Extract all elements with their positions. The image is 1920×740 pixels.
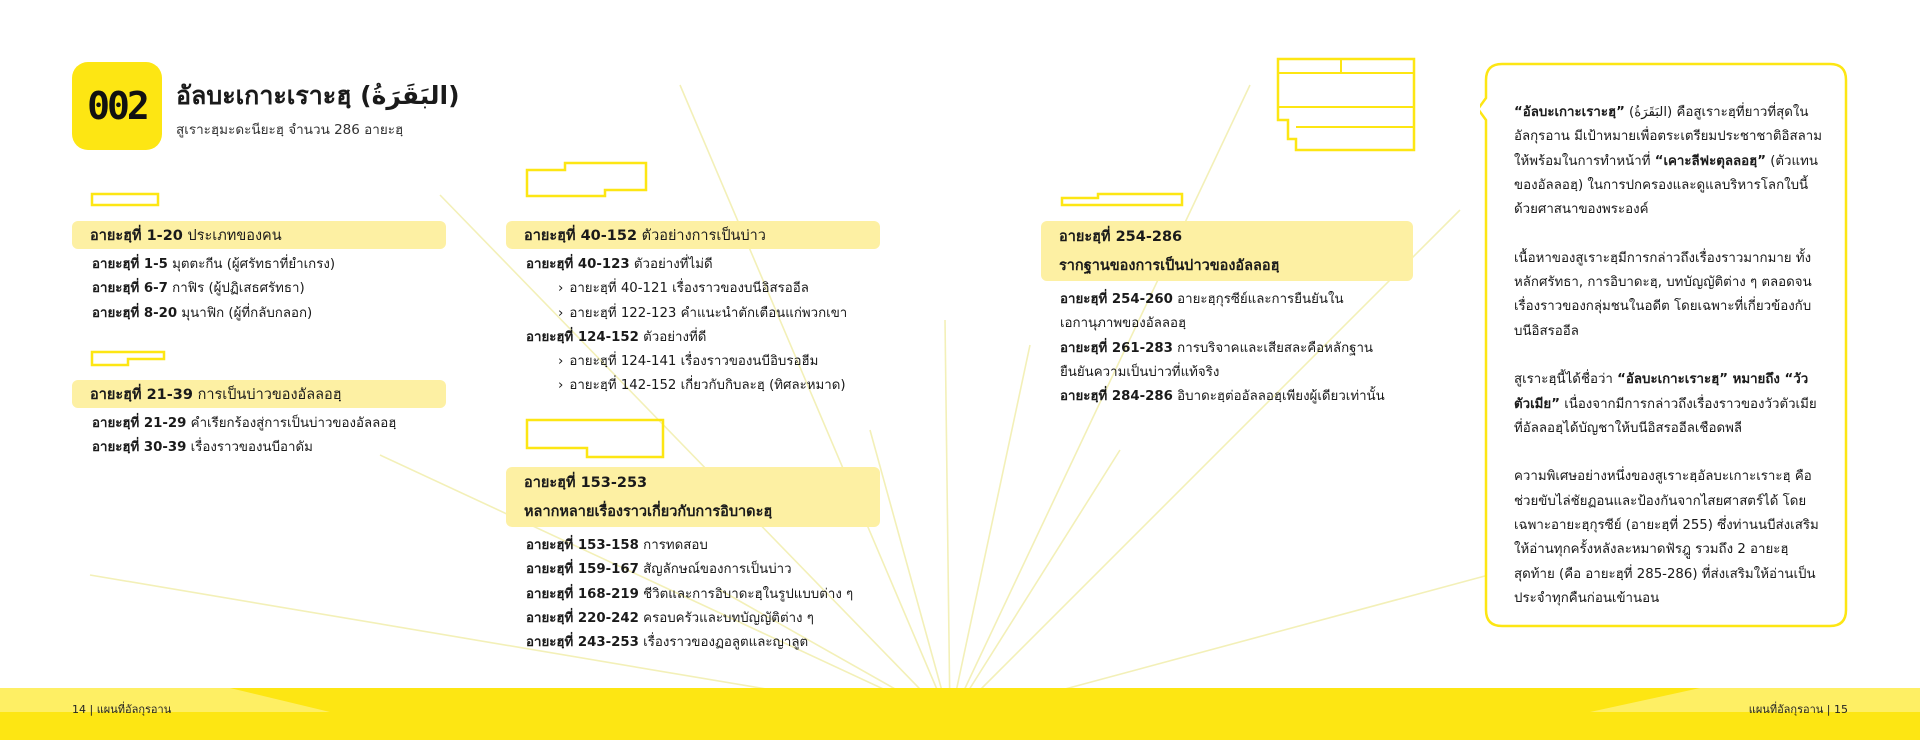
callout-paragraph-4: ความพิเศษอย่างหนึ่งของสูเราะฮฺอัลบะเกาะเราะฮฺ คือ ช่วยขับไล่ชัยฏอนและป้องกันจากไสยศาสตร์ได้ โดยเฉพาะอายะฮฺกุรซีย์ (อายะฮฺที่ 255) ซึ่งท่านนบีส่งเสริมให้อ่านทุกครั้งหลังละหมาดฟัรฎู รวมถึง 2 อายะฮฺสุดท้าย (คือ อายะฮฺที่ 285-286) ที่ส่งเสริมให้อ่านเป็นประจำทุกคืนก่อนเข้านอน <box>1514 469 1819 606</box>
list-item: อายะฮฺที่ 21-29 คำเรียกร้องสู่การเป็นบ่าวของอัลลอฮฺ <box>92 416 397 431</box>
section-heading-153-253: อายะฮฺที่ 153-253 หลากหลายเรื่องราวเกี่ยวกับการอิบาดะฮฺ <box>506 467 880 527</box>
footer-page-right: แผนที่อัลกุรอาน | 15 <box>1748 703 1848 716</box>
surah-number-badge: 002 <box>72 62 162 150</box>
list-item: เอกานุภาพของอัลลอฮฺ <box>1060 316 1187 332</box>
deco-outline-3 <box>525 160 649 210</box>
callout-paragraph-2: เนื้อหาของสูเราะฮฺมีการกล่าวถึงเรื่องราวมากมาย ทั้งหลักศรัทธา, การอิบาดะฮฺ, บทบัญญัติต่าง ๆ ตลอดจนเรื่องราวของกลุ่มชนในอดีต โดยเฉพาะที่เกี่ยวข้องกับบนีอิสรออีล <box>1514 250 1812 339</box>
list-item: อายะฮฺที่ 168-219 ชีวิตและการอิบาดะฮฺในรูปแบบต่าง ๆ <box>526 586 854 602</box>
section-heading-254-286: อายะฮฺที่ 254-286 รากฐานของการเป็นบ่าวของอัลลอฮฺ <box>1041 221 1413 281</box>
list-item: อายะฮฺที่ 254-260 อายะฮฺกุรซีย์และการยืนยันใน <box>1060 292 1344 307</box>
list-item: อายะฮฺที่ 6-7 กาฟิร (ผู้ปฏิเสธศรัทธา) <box>92 281 305 297</box>
list-item: ยืนยันความเป็นบ่าวที่แท้จริง <box>1060 364 1220 380</box>
list-item: อายะฮฺที่ 124-152 ตัวอย่างที่ดี <box>526 329 707 345</box>
list-153-253 <box>526 534 853 655</box>
section-heading-21-39: อายะฮฺที่ 21-39 การเป็นบ่าวของอัลลอฮฺ <box>72 380 446 408</box>
callout-paragraph-3: สูเราะฮฺนี้ได้ชื่อว่า “อัลบะเกาะเราะฮฺ” หมายถึง “วัวตัวเมีย” เนื่องจากมีการกล่าวถึงเรื่องราวของวัวตัวเมียที่อัลลอฮฺได้บัญชาให้บนีอิสรออีลเชือดพลี <box>1514 372 1817 436</box>
list-item: อายะฮฺที่ 1-5 มุตตะกีน (ผู้ศรัทธาที่ยำเกรง) <box>92 257 336 272</box>
chevron-right-icon: › <box>558 354 564 370</box>
list-item: อายะฮฺที่ 8-20 มุนาฟิก (ผู้ที่กลับกลอก) <box>92 305 313 321</box>
page-subtitle: สูเราะฮฺมะดะนียะฮฺ จำนวน 286 อายะฮฺ <box>176 122 404 138</box>
callout-text <box>1514 101 1824 636</box>
chevron-right-icon: › <box>558 378 564 394</box>
page-title: อัลบะเกาะเราะฮฺ (البَقَرَةُ) <box>176 81 460 110</box>
list-item: อายะฮฺที่ 243-253 เรื่องราวของฏอลูตและญาลูต <box>526 635 809 651</box>
list-item: อายะฮฺที่ 220-242 ครอบครัวและบทบัญญัติต่าง ๆ <box>526 610 814 626</box>
list-item: อายะฮฺที่ 153-158 การทดสอบ <box>526 538 708 553</box>
deco-outline-4 <box>525 418 667 460</box>
list-subitem: › อายะฮฺที่ 40-121 เรื่องราวของบนีอิสรออีล <box>558 281 809 297</box>
list-item: อายะฮฺที่ 284-286 อิบาดะฮฺต่ออัลลอฮฺเพียงผู้เดียวเท่านั้น <box>1060 389 1385 405</box>
list-1-20 <box>92 253 335 326</box>
deco-outline-1 <box>90 192 162 208</box>
callout-paragraph-1: “อัลบะเกาะเราะฮฺ” (البَقَرَةُ) คือสูเราะฮฺที่ยาวที่สุดในอัลกุรอาน มีเป้าหมายเพื่อตระเตรียมประชาชาติอิสลามให้พร้อมในการทำหน้าที่ “เคาะลีฟะตุลลอฮฺ” (ตัวแทนของอัลลอฮฺ) ในการปกครองและดูแลบริหารโลกใบนี้ด้วยศาสนาของพระองค์ <box>1514 105 1823 218</box>
section-heading-1-20: อายะฮฺที่ 1-20 ประเภทของคน <box>72 221 446 249</box>
list-subitem: › อายะฮฺที่ 124-141 เรื่องราวของนบีอิบรอฮีม <box>558 354 819 370</box>
list-254-286 <box>1060 288 1385 409</box>
chevron-right-icon: › <box>558 281 564 297</box>
chevron-right-icon: › <box>558 305 564 321</box>
list-item: อายะฮฺที่ 30-39 เรื่องราวของนบีอาดัม <box>92 440 313 456</box>
footer-page-left: 14 | แผนที่อัลกุรอาน <box>72 703 172 716</box>
list-40-152 <box>526 253 847 399</box>
list-21-39 <box>92 412 396 461</box>
deco-outline-6 <box>1276 57 1416 153</box>
deco-outline-5 <box>1060 192 1186 208</box>
list-item: อายะฮฺที่ 40-123 ตัวอย่างที่ไม่ดี <box>526 257 713 272</box>
list-subitem: › อายะฮฺที่ 122-123 คำแนะนำตักเตือนแก่พวกเขา <box>558 305 848 321</box>
list-subitem: › อายะฮฺที่ 142-152 เกี่ยวกับกิบละฮฺ (ทิศละหมาด) <box>558 378 846 394</box>
list-item: อายะฮฺที่ 159-167 สัญลักษณ์ของการเป็นบ่าว <box>526 562 792 578</box>
section-heading-40-152: อายะฮฺที่ 40-152 ตัวอย่างการเป็นบ่าว <box>506 221 880 249</box>
list-item: อายะฮฺที่ 261-283 การบริจาคและเสียสละคือหลักฐาน <box>1060 340 1374 356</box>
footer-wedge-left <box>0 688 1920 740</box>
deco-outline-2 <box>90 350 168 368</box>
